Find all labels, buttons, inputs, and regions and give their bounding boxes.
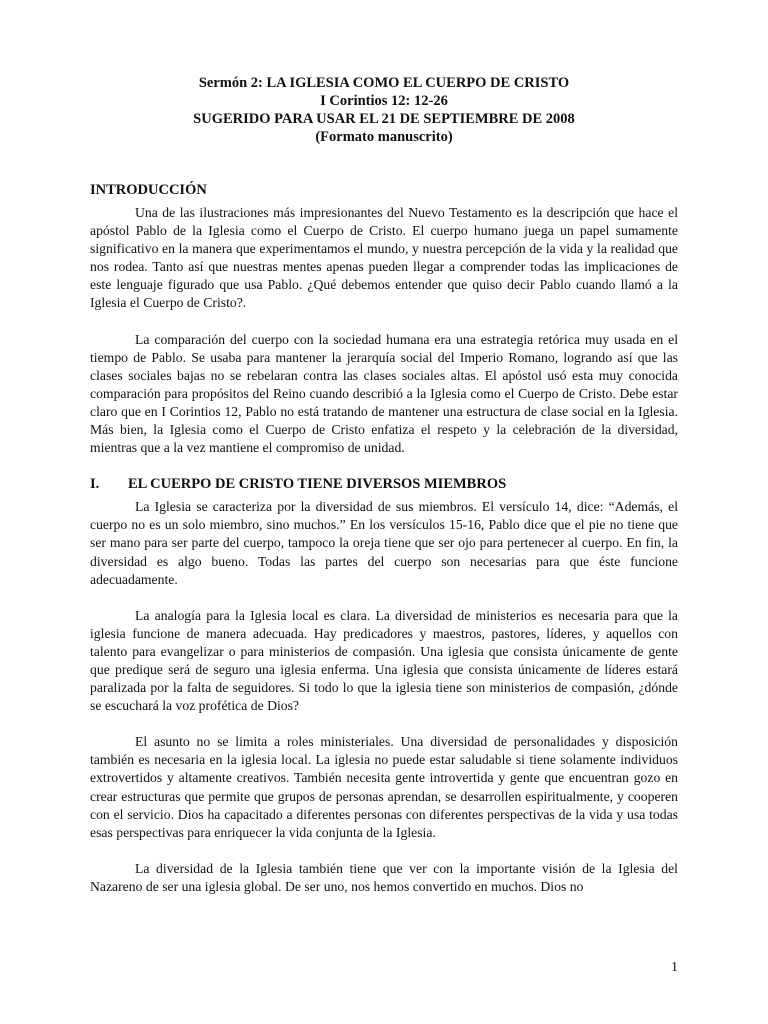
sermon-title: Sermón 2: LA IGLESIA COMO EL CUERPO DE CRISTO (198, 75, 570, 91)
section-1-number: I. (90, 476, 100, 493)
document-page (90, 74, 678, 896)
intro-heading: INTRODUCCIÓN (90, 182, 207, 198)
section-1-paragraph-4: La diversidad de la Iglesia también tiene que ver con la importante visión de la Iglesia del Nazareno de ser una iglesia global. De ser uno, nos hemos convertido en muchos. Dios no (90, 860, 678, 894)
section-1-paragraph-3: El asunto no se limita a roles ministeriales. Una diversidad de personalidades y disposición también es necesaria en la iglesia local. La iglesia no puede estar saludable si tiene solamente individuos extrovertidos y altamente creativos. También necesita gente introvertida y gente que encuentran gozo en crear estructuras que permite que grupos de personas aprendan, se desarrollen espiritualmente, y cooperen con el servicio. Dios ha capacitado a diferentes personas con diferentes perspectivas de la vida y usa todas esas perspectivas para enriquecer la vida conjunta de la Iglesia. (90, 734, 678, 840)
section-1-heading (90, 475, 678, 493)
intro-paragraph-1: Una de las ilustraciones más impresionantes del Nuevo Testamento es la descripción que hace el apóstol Pablo de la Iglesia como el Cuerpo de Cristo. El cuerpo humano juega un papel sumamente significativo en la manera que experimentamos el mundo, y nuestra percepción de la vida y la realidad que nos rodea. Tanto así que nuestras mentes apenas pueden llegar a comprender todas las implicaciones de este lenguaje figurado que usa Pablo. ¿Qué debemos entender que quiso decir Pablo cuando llamó a la Iglesia el Cuerpo de Cristo?. (90, 205, 678, 311)
format-note: (Formato manuscrito) (315, 129, 453, 145)
section-1-paragraph-2: La analogía para la Iglesia local es clara. La diversidad de ministerios es necesaria para que la iglesia funcione de manera adecuada. Hay predicadores y maestros, pastores, líderes, y aquellos con talento para evangelizar o para ministerios de compasión. Una iglesia que consista únicamente de gente que predique será de seguro una iglesia enferma. Una iglesia que consista únicamente de líderes estará paralizada por la falta de seguidores. Si todo lo que la iglesia tiene son ministerios de compasión, ¿dónde se escuchará la voz profética de Dios? (90, 607, 678, 714)
section-1-title: EL CUERPO DE CRISTO TIENE DIVERSOS MIEMBROS (128, 476, 507, 493)
intro-paragraph-2: La comparación del cuerpo con la sociedad humana era una estrategia retórica muy usada en el tiempo de Pablo. Se usaba para mantener la jerarquía social del Imperio Romano, logrando así que las clases sociales bajas no se rebelaran contra las clases sociales altas. El apóstol usó esta muy conocida comparación para propósitos del Reino cuando describió a la Iglesia como el Cuerpo de Cristo. Debe estar claro que en I Corintios 12, Pablo no está tratando de mantener una estructura de clase social en la Iglesia. Más bien, la Iglesia como el Cuerpo de Cristo enfatiza el respeto y la celebración de la diversidad, mientras que a la vez mantiene el compromiso de unidad. (90, 331, 678, 456)
sermon-header (90, 74, 678, 146)
section-1-paragraph-1: La Iglesia se caracteriza por la diversidad de sus miembros. El versículo 14, dice: “Además, el cuerpo no es un solo miembro, sino muchos.” En los versículos 15-16, Pablo dice que el pie no tiene que ser mano para ser parte del cuerpo, tampoco la oreja tiene que ser ojo para pertenecer al cuerpo. En fin, la diversidad es algo bueno. Todas las partes del cuerpo son necesarias para que éste funcione adecuadamente. (90, 499, 678, 587)
suggested-date: SUGERIDO PARA USAR EL 21 DE SEPTIEMBRE DE 2008 (193, 111, 575, 127)
page-number: 1 (671, 960, 678, 975)
scripture-reference: I Corintios 12: 12-26 (320, 93, 448, 109)
